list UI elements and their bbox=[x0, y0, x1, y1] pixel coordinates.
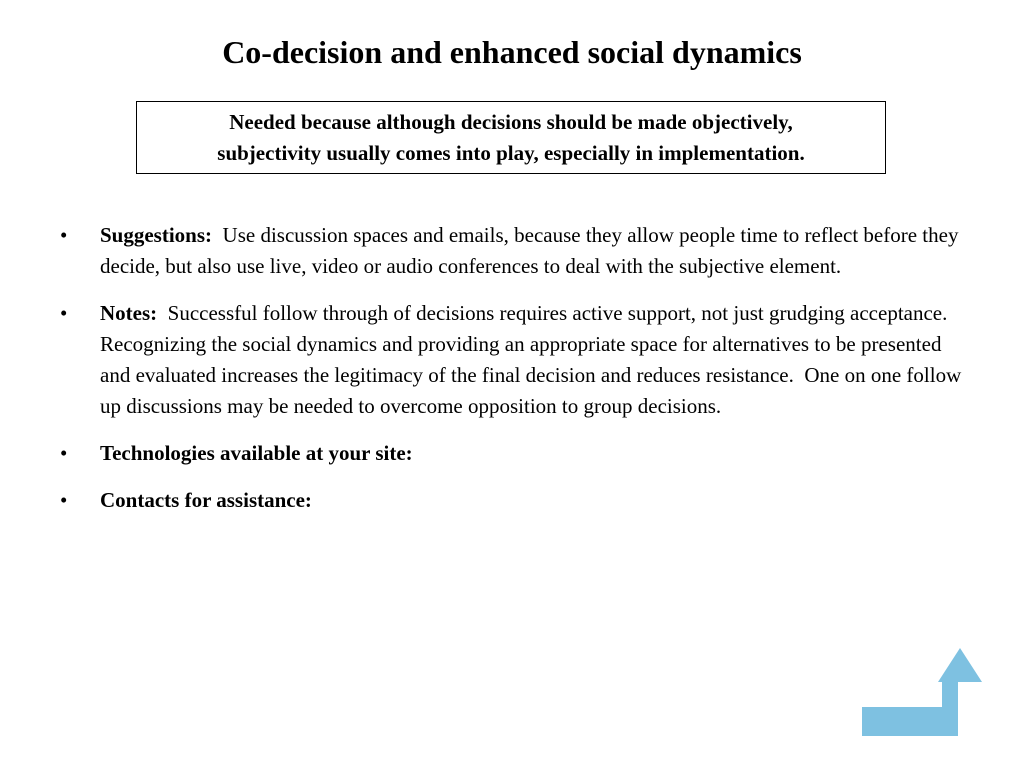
bullet-item-technologies bbox=[0, 438, 970, 469]
bullet-label-suggestions: Suggestions: bbox=[100, 223, 213, 247]
bullet-list bbox=[0, 220, 1024, 532]
bullet-label-technologies: Technologies available at your site: bbox=[100, 441, 413, 465]
bullet-item-suggestions bbox=[0, 220, 970, 282]
callout-line-1: Needed because although decisions should be made objectively, bbox=[229, 109, 793, 134]
bullet-marker: • bbox=[60, 441, 68, 465]
bullet-marker: • bbox=[60, 488, 68, 512]
bullet-marker: • bbox=[60, 301, 68, 325]
bullet-item-notes bbox=[0, 298, 970, 422]
bullet-label-notes: Notes: bbox=[100, 301, 158, 325]
bullet-text-suggestions: Use discussion spaces and emails, because they allow people time to reflect before they decide, but also use live, video or audio conferences to deal with the subjective element. bbox=[100, 223, 964, 278]
bullet-text-notes: Successful follow through of decisions requires active support, not just grudging acceptance. Recognizing the social dynamics and providing an appropriate space for alternatives to be presented and evaluated increases the legitimacy of the final decision and reduces resistance. One on one follow up discussions may be needed to overcome opposition to group decisions. bbox=[100, 301, 967, 418]
callout-box bbox=[136, 101, 886, 174]
bullet-label-contacts: Contacts for assistance: bbox=[100, 488, 312, 512]
callout-line-2: subjectivity usually comes into play, especially in implementation. bbox=[217, 140, 805, 165]
bullet-marker: • bbox=[60, 223, 68, 247]
return-arrow-icon[interactable] bbox=[860, 648, 984, 736]
slide-title: Co-decision and enhanced social dynamics bbox=[222, 34, 802, 70]
bullet-item-contacts bbox=[0, 485, 970, 516]
